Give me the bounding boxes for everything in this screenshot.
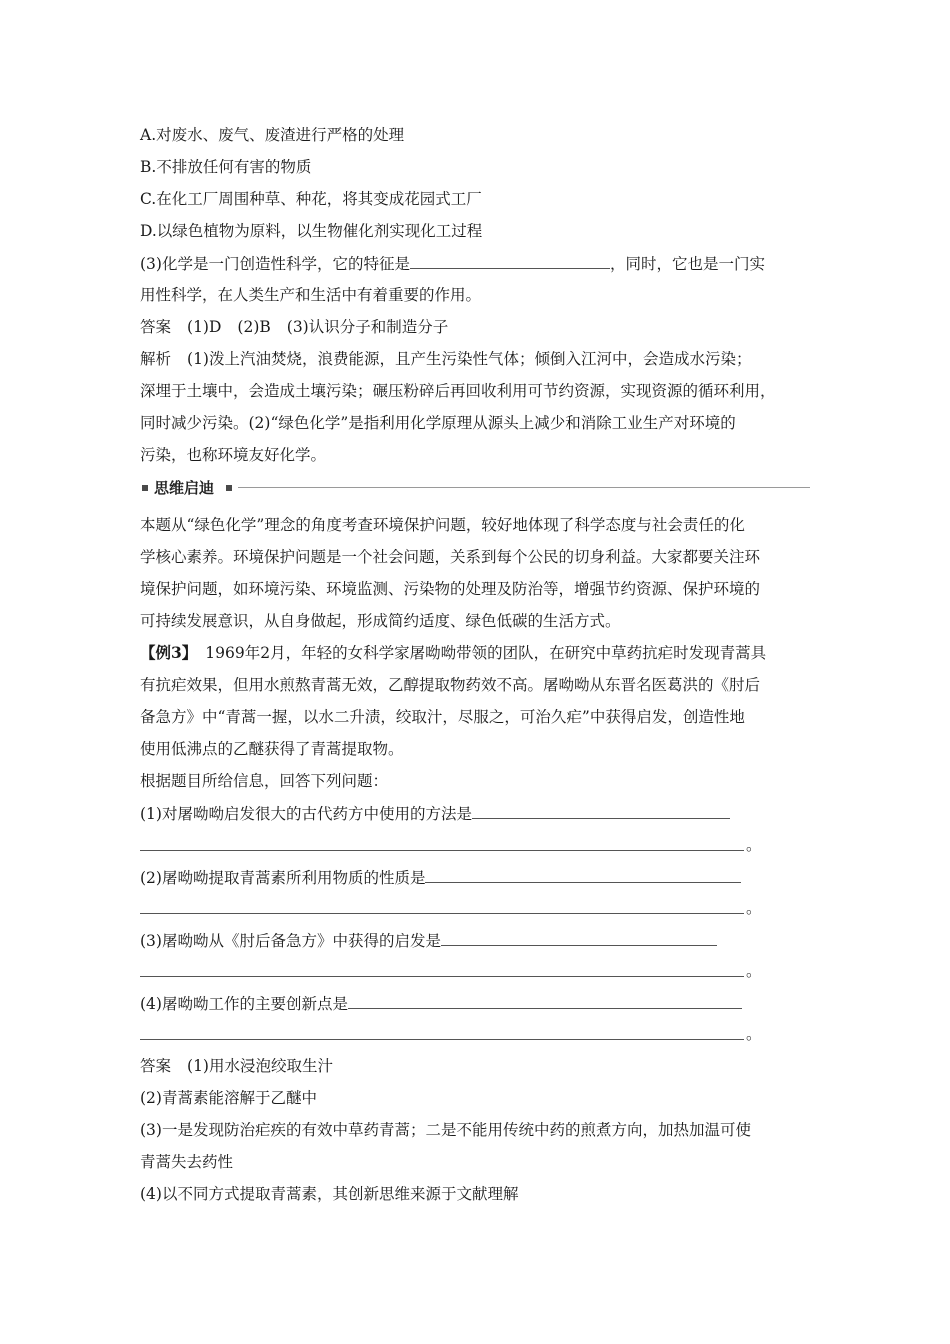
answer-block-2 bbox=[140, 1055, 333, 1077]
analysis-line-1 bbox=[140, 348, 751, 370]
section-title: 思维启迪 bbox=[154, 479, 215, 497]
answer-part-1: (1)D bbox=[187, 318, 222, 336]
analysis-label: 解析 bbox=[140, 350, 172, 368]
question-3-sub-text: (3)屠呦呦从《肘后备急方》中获得的启发是 bbox=[140, 932, 441, 950]
question-4 bbox=[140, 992, 742, 1015]
question-2-text: (2)屠呦呦提取青蒿素所利用物质的性质是 bbox=[140, 869, 426, 887]
answer-block-1 bbox=[140, 316, 448, 338]
option-b: B.不排放任何有害的物质 bbox=[140, 158, 312, 176]
answer-blank-continuation[interactable] bbox=[140, 1039, 744, 1040]
answer-2-part-2: (2)青蒿素能溶解于乙醚中 bbox=[140, 1089, 317, 1107]
question-3-line-2: 用性科学，在人类生产和生活中有着重要的作用。 bbox=[140, 286, 482, 304]
analysis-line-2: 深埋于土壤中，会造成土壤污染；碾压粉碎后再回收利用可节约资源，实现资源的循环利用， bbox=[140, 382, 776, 400]
example-3-line-1 bbox=[140, 642, 766, 664]
inspire-line-4: 可持续发展意识，从自身做起，形成简约适度、绿色低碳的生活方式。 bbox=[140, 612, 621, 630]
question-3-sub-end: 。 bbox=[746, 962, 762, 980]
option-d: D.以绿色植物为原料，以生物催化剂实现化工过程 bbox=[140, 222, 483, 240]
square-bullet-icon bbox=[142, 485, 148, 491]
example-3-line-4: 使用低沸点的乙醚获得了青蒿提取物。 bbox=[140, 740, 404, 758]
answer-part-3: (3)认识分子和制造分子 bbox=[286, 318, 449, 336]
question-4-end: 。 bbox=[746, 1025, 762, 1043]
example-3-prompt: 根据题目所给信息，回答下列问题： bbox=[140, 772, 389, 790]
example-3-tag: 【例3】 bbox=[140, 643, 198, 662]
answer-label: 答案 bbox=[140, 318, 172, 336]
answer-part-2: (2)B bbox=[237, 318, 271, 336]
analysis-line-3: 同时减少污染。(2)“绿色化学”是指利用化学原理从源头上减少和消除工业生产对环境的 bbox=[140, 414, 736, 432]
answer-2-part-3-line-2: 青蒿失去药性 bbox=[140, 1153, 234, 1171]
inspire-line-1: 本题从“绿色化学”理念的角度考查环境保护问题，较好地体现了科学态度与社会责任的化 bbox=[140, 516, 745, 534]
square-bullet-icon bbox=[226, 485, 232, 491]
answer-blank-continuation[interactable] bbox=[140, 850, 744, 851]
answer-2-part-3-line-1: (3)一是发现防治疟疾的有效中草药青蒿；二是不能用传统中药的煎煮方向，加热加温可使 bbox=[140, 1121, 751, 1139]
example-3-line-2: 有抗疟效果，但用水煎熬青蒿无效，乙醇提取物药效不高。屠呦呦从东晋名医葛洪的《肘后 bbox=[140, 676, 761, 694]
answer-blank-continuation[interactable] bbox=[140, 913, 744, 914]
option-c: C.在化工厂周围种草、种花，将其变成花园式工厂 bbox=[140, 190, 482, 208]
inspire-line-2: 学核心素养。环境保护问题是一个社会问题，关系到每个公民的切身利益。大家都要关注环 bbox=[140, 548, 761, 566]
analysis-text-1: (1)泼上汽油焚烧，浪费能源，且产生污染性气体；倾倒入江河中，会造成水污染； bbox=[187, 350, 752, 368]
question-1-text: (1)对屠呦呦启发很大的古代药方中使用的方法是 bbox=[140, 805, 472, 823]
example-3-line-3: 备急方》中“青蒿一握，以水二升渍，绞取汁，尽服之，可治久疟”中获得启发，创造性地 bbox=[140, 708, 745, 726]
section-header bbox=[140, 478, 810, 498]
question-4-text: (4)屠呦呦工作的主要创新点是 bbox=[140, 995, 348, 1013]
analysis-line-4: 污染，也称环境友好化学。 bbox=[140, 446, 327, 464]
answer-2-part-1: (1)用水浸泡绞取生汁 bbox=[187, 1057, 333, 1075]
answer-blank[interactable] bbox=[441, 929, 717, 946]
question-1 bbox=[140, 802, 730, 825]
answer-blank[interactable] bbox=[472, 802, 730, 819]
question-3-sub bbox=[140, 929, 717, 952]
answer-2-part-4: (4)以不同方式提取青蒿素，其创新思维来源于文献理解 bbox=[140, 1185, 519, 1203]
question-2 bbox=[140, 866, 741, 889]
answer-blank-continuation[interactable] bbox=[140, 976, 744, 977]
example-3-text-1: 1969年2月，年轻的女科学家屠呦呦带领的团队，在研究中草药抗疟时发现青蒿具 bbox=[205, 644, 767, 662]
answer-blank[interactable] bbox=[410, 252, 610, 269]
question-3-suffix: ，同时，它也是一门实 bbox=[609, 255, 765, 273]
question-3-line-1 bbox=[140, 252, 765, 275]
answer-label: 答案 bbox=[140, 1057, 172, 1075]
question-1-end: 。 bbox=[746, 836, 762, 854]
answer-blank[interactable] bbox=[348, 992, 742, 1009]
question-2-end: 。 bbox=[746, 899, 762, 917]
section-divider bbox=[238, 487, 810, 488]
answer-blank[interactable] bbox=[425, 866, 741, 883]
inspire-line-3: 境保护问题，如环境污染、环境监测、污染物的处理及防治等，增强节约资源、保护环境的 bbox=[140, 580, 761, 598]
question-3-prefix: (3)化学是一门创造性科学，它的特征是 bbox=[140, 255, 410, 273]
option-a: A.对废水、废气、废渣进行严格的处理 bbox=[140, 126, 405, 144]
